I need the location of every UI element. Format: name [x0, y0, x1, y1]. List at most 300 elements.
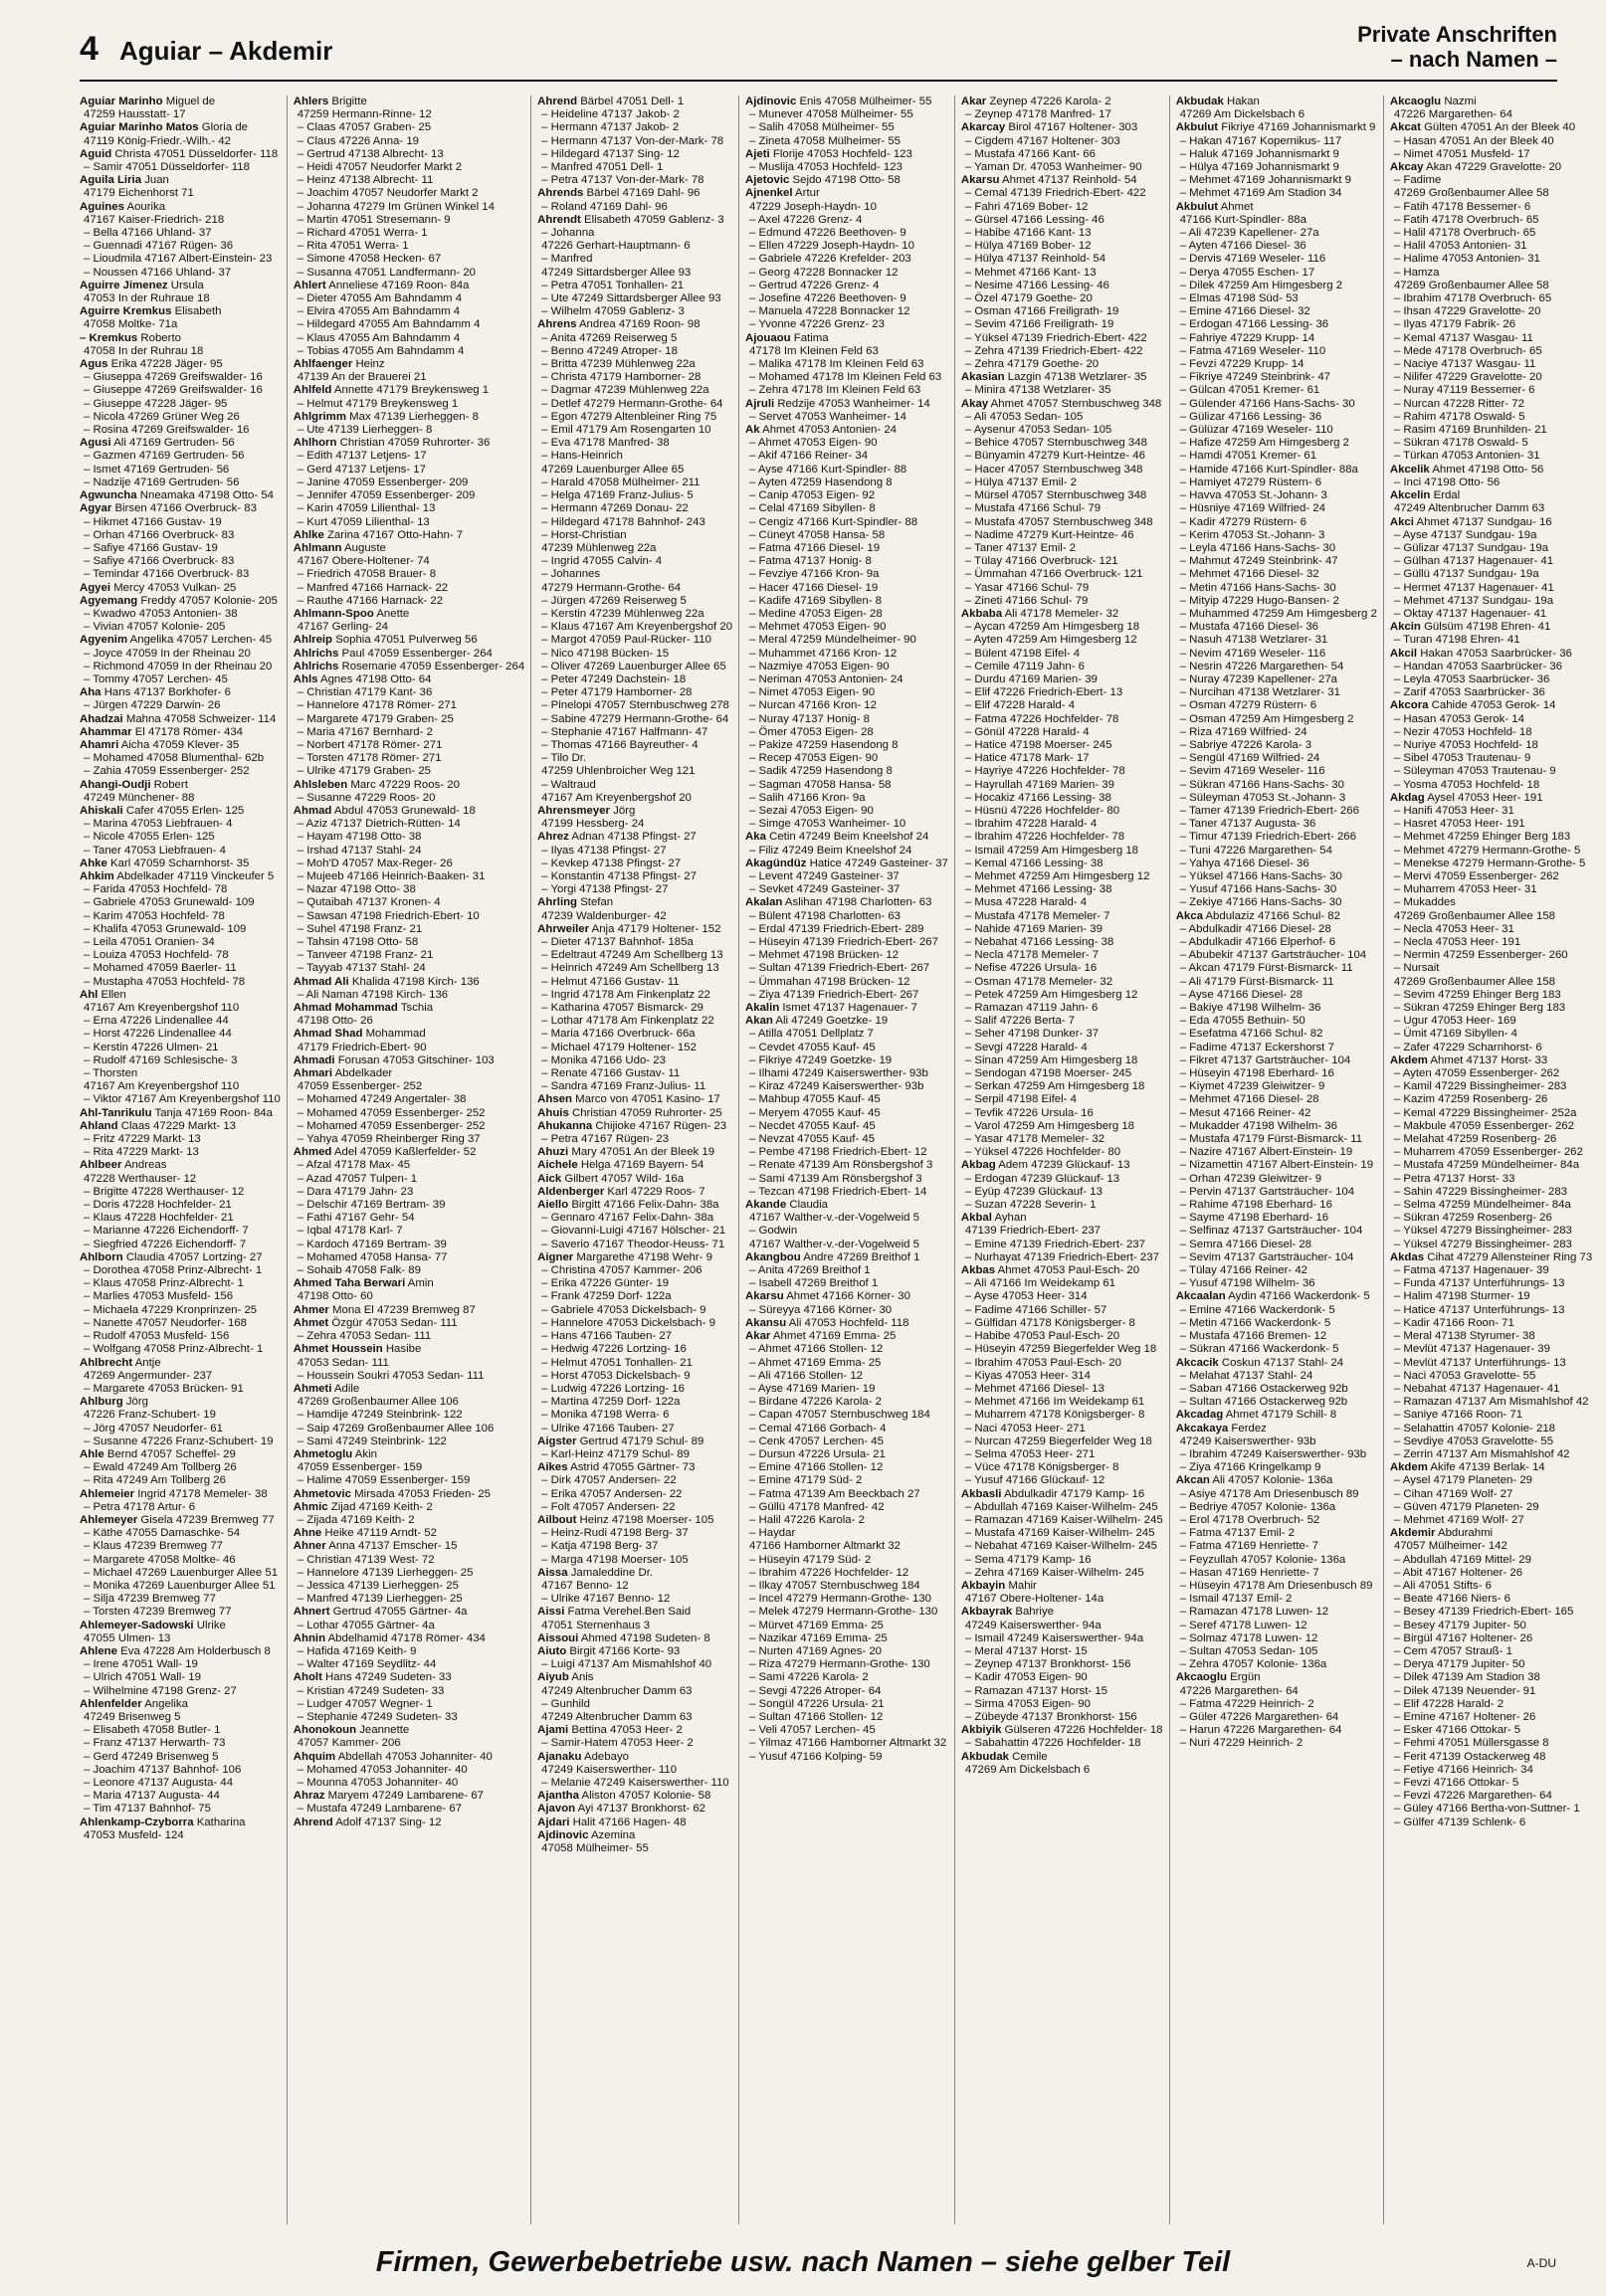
directory-entry: – Richmond 47059 In der Rheinau 20 — [84, 660, 273, 672]
directory-entry: – Makbule 47059 Essenberger- 262 — [1393, 1119, 1574, 1132]
directory-entry — [537, 1514, 732, 1527]
directory-entry: – Nurcan 47228 Ritter- 72 — [1393, 397, 1524, 410]
entry-surname: Ajnenkel — [745, 187, 793, 200]
entry-details: Christian 47059 Ruhrorter- 36 — [336, 437, 491, 450]
directory-entry: – Jürgen 47229 Darwin- 26 — [84, 699, 221, 712]
directory-entry: – Mehmet 47279 Hermann-Grothe- 5 — [1393, 844, 1581, 857]
directory-entry: – Dagmar 47239 Mühlenweg 22a — [541, 384, 709, 397]
directory-entry — [294, 1146, 524, 1159]
directory-entry: – Sinan 47259 Am Himgesberg 18 — [964, 1053, 1138, 1066]
directory-entry: – Mustafa 47166 Bremen- 12 — [1179, 1330, 1327, 1343]
directory-entry — [537, 187, 732, 200]
entry-details: Elisabeth — [171, 305, 222, 318]
directory-entry: – Leyla 47053 Saarbrücker- 36 — [1393, 672, 1550, 685]
directory-entry: – Khalifa 47053 Grunewald- 109 — [84, 922, 247, 935]
directory-entry: – Ümit 47169 Sibyllen- 4 — [1393, 1028, 1517, 1041]
directory-entry: – Derya 47179 Jupiter- 50 — [1393, 1658, 1525, 1671]
directory-entry: – Kiraz 47249 Kaiserswerther- 93b — [749, 1080, 924, 1093]
directory-entry: – Sadik 47259 Hasendong 8 — [749, 765, 893, 778]
entry-details: Adebayo — [581, 1750, 629, 1763]
directory-entry: – Rita 47229 Markt- 13 — [84, 1146, 199, 1159]
directory-entry: – Veli 47057 Lerchen- 45 — [749, 1724, 876, 1737]
directory-entry: – Marlies 47053 Musfeld- 156 — [84, 1290, 234, 1303]
directory-entry — [80, 582, 281, 595]
directory-entry: – Süleyman 47053 St.-Johann- 3 — [1179, 791, 1346, 804]
directory-entry: – Nurcan 47166 Kron- 12 — [749, 699, 877, 712]
entry-surname: Ahmic — [293, 1500, 328, 1513]
directory-entry: – Hayriye 47226 Hochfelder- 78 — [964, 765, 1125, 778]
directory-entry: 47249 Sittardsberger Allee 93 — [541, 266, 692, 279]
entry-details: Cetin 47249 Beim Kneelshof 24 — [765, 831, 929, 844]
directory-entry: – Gülizar 47137 Sundgau- 19a — [1393, 541, 1549, 554]
entry-surname: Ahuzi — [537, 1146, 569, 1159]
directory-entry: – Rahime 47198 Eberhard- 16 — [1179, 1199, 1332, 1212]
directory-entry: – Ute 47139 Lierheggen- 8 — [297, 424, 433, 437]
directory-entry: – Waltraud — [541, 778, 596, 791]
directory-entry — [294, 1488, 524, 1501]
directory-entry — [745, 1015, 948, 1028]
directory-entry: – Melahat 47137 Stahl- 24 — [1179, 1369, 1313, 1382]
directory-entry: – Georg 47228 Bonnacker 12 — [749, 266, 899, 279]
entry-surname: Ahmeti — [293, 1382, 332, 1395]
directory-entry: 47249 Altenbrucher Damm 63 — [541, 1710, 693, 1723]
entry-surname: Ahrendt — [537, 213, 581, 226]
entry-details: Stefan — [577, 896, 614, 909]
entry-details: Hakan — [1223, 96, 1260, 107]
directory-entry: – Sükran 47259 Rosenberg- 26 — [1393, 1212, 1552, 1225]
entry-details: Abdulkadir 47179 Kamp- 16 — [1001, 1487, 1145, 1500]
directory-entry: – Saniye 47166 Roon- 71 — [1393, 1409, 1523, 1422]
directory-entry — [294, 1067, 524, 1080]
directory-entry: – Necla 47178 Memeler- 7 — [964, 949, 1100, 962]
directory-entry: – Sevim 47169 Weseler- 116 — [1179, 765, 1325, 778]
directory-entry — [80, 1645, 281, 1658]
directory-entry: – Moh'D 47057 Max-Reger- 26 — [297, 857, 453, 869]
directory-entry: – Canip 47053 Eigen- 92 — [749, 489, 876, 502]
entry-details: Akife 47139 Berlak- 14 — [1427, 1461, 1545, 1474]
directory-entry: – Noussen 47166 Uhland- 37 — [84, 266, 232, 279]
directory-entry: – Servet 47053 Wanheimer- 14 — [749, 410, 906, 423]
directory-entry: – Gülfidan 47178 Königsberger- 8 — [964, 1316, 1135, 1329]
directory-entry — [1176, 96, 1377, 108]
entry-surname: Akarsu — [745, 1290, 784, 1303]
entry-details: Amin — [405, 1277, 434, 1290]
directory-entry — [537, 1829, 732, 1842]
directory-entry — [537, 923, 732, 936]
entry-details: Ahmet 47137 Sundgau- 16 — [1413, 515, 1552, 528]
directory-entry: 47198 Otto- 60 — [297, 1290, 373, 1303]
directory-entry — [1390, 516, 1592, 529]
directory-entry — [537, 1724, 732, 1737]
directory-entry: – Petra 47167 Rügen- 23 — [541, 1133, 670, 1146]
directory-entry: – Ismet 47169 Gertruden- 56 — [84, 463, 230, 476]
entry-surname: Aiuto — [537, 1644, 567, 1657]
page-code: A-DU — [1526, 2256, 1556, 2270]
directory-entry: – Fatma 47169 Henriette- 7 — [1179, 1540, 1318, 1553]
directory-entry: – Elif 47226 Friedrich-Ebert- 13 — [964, 686, 1123, 699]
entry-details: Cahide 47053 Gerok- 14 — [1428, 699, 1556, 712]
entry-surname: Ajami — [537, 1724, 569, 1737]
directory-entry — [294, 1790, 524, 1803]
directory-entry: – Hüseyin 47139 Friedrich-Ebert- 267 — [749, 936, 938, 948]
directory-entry — [80, 502, 281, 515]
directory-entry — [294, 280, 524, 292]
directory-entry: – Luigi 47137 Am Mismahlshof 40 — [541, 1658, 712, 1671]
directory-entry: – Mehmet 47169 Johannismarkt 9 — [1179, 174, 1351, 187]
entry-details: Birol 47167 Holtener- 303 — [1005, 121, 1138, 134]
directory-entry: – Birgül 47167 Holtener- 26 — [1393, 1631, 1533, 1644]
directory-entry: – Esefatma 47166 Schul- 82 — [1179, 1028, 1323, 1041]
directory-entry: – Ingrid 47178 Am Finkenplatz 22 — [541, 988, 710, 1001]
directory-column — [80, 96, 287, 2224]
directory-entry — [294, 1540, 524, 1553]
entry-surname: Ahl — [80, 988, 99, 1001]
entry-details: Ali 47053 Hochfeld- 118 — [786, 1316, 909, 1329]
entry-details: Ismet 47137 Hagenauer- 7 — [779, 1002, 917, 1015]
entry-surname: Aissa — [537, 1566, 568, 1579]
directory-entry: – Taner 47053 Liebfrauen- 4 — [84, 844, 226, 857]
entry-surname: Akcakaya — [1175, 1422, 1229, 1435]
directory-entry: – Hatice 47137 Unterführungs- 13 — [1393, 1303, 1565, 1316]
entry-surname: Akay — [960, 397, 989, 410]
directory-entry: – Martin 47051 Stresemann- 9 — [297, 213, 451, 226]
directory-entry: – Sükran 47259 Ehinger Berg 183 — [1393, 1002, 1566, 1015]
directory-entry: – Naci 47053 Heer- 271 — [964, 1422, 1086, 1435]
directory-entry: – Fatma 47139 Am Beeckbach 27 — [749, 1487, 920, 1500]
directory-entry: – Süreyya 47166 Körner- 30 — [749, 1303, 893, 1316]
directory-entry: – Hafize 47259 Am Himgesberg 2 — [1179, 437, 1350, 450]
directory-entry: 47249 Brisenweg 5 — [84, 1710, 181, 1723]
directory-entry: – Feyzullah 47057 Kolonie- 136a — [1179, 1553, 1346, 1566]
directory-entry — [745, 1290, 948, 1303]
directory-entry: – Afzal 47178 Max- 45 — [297, 1159, 411, 1172]
directory-entry: – Tommy 47057 Lerchen- 45 — [84, 672, 228, 685]
directory-entry: – Gennaro 47167 Felix-Dahn- 38a — [541, 1212, 714, 1225]
directory-entry: – Halime 47059 Essenberger- 159 — [297, 1474, 471, 1487]
directory-entry: – Peter 47249 Dachstein- 18 — [541, 672, 687, 685]
directory-entry: – Klaus 47228 Hochfelder- 21 — [84, 1212, 234, 1225]
directory-entry — [80, 686, 281, 699]
directory-entry: – Marga 47198 Moerser- 105 — [541, 1553, 689, 1566]
entry-surname: Ahammar — [80, 725, 132, 738]
directory-entry: 47259 Hermann-Rinne- 12 — [297, 108, 432, 121]
entry-details: Antje — [132, 1356, 161, 1369]
directory-entry: – Manfred — [541, 253, 593, 266]
entry-surname: Akcaoglu — [1175, 1671, 1227, 1684]
entry-details: Forusan 47053 Gitschiner- 103 — [334, 1053, 495, 1066]
directory-entry: – Saip 47269 Großenbaumer Allee 106 — [297, 1422, 495, 1435]
entry-surname: Ahkim — [80, 869, 114, 882]
directory-entry: – Klaus 47058 Prinz-Albrecht- 1 — [84, 1277, 244, 1290]
entry-surname: Ajeti — [745, 147, 770, 160]
directory-entry: – Ramazan 47137 Horst- 15 — [964, 1684, 1107, 1697]
directory-entry: – Nahide 47169 Marien- 39 — [964, 922, 1103, 935]
directory-entry — [294, 1724, 524, 1737]
directory-entry: – Nuray 47239 Kapellener- 27a — [1179, 672, 1337, 685]
directory-entry: – Yüksel 47226 Hochfelder- 80 — [964, 1146, 1121, 1159]
directory-entry: 47051 Sternenhaus 3 — [541, 1619, 651, 1631]
directory-column — [738, 96, 954, 2224]
directory-entry — [961, 1724, 1163, 1737]
entry-surname: Ahlsleben — [293, 778, 348, 791]
directory-entry: – Ulrike 47166 Tauben- 27 — [541, 1422, 675, 1435]
directory-entry: – Erika 47057 Andersen- 22 — [541, 1487, 683, 1500]
directory-entry: – Nurhayat 47139 Friedrich-Ebert- 237 — [964, 1250, 1159, 1263]
directory-entry: – Salih 47058 Mülheimer- 55 — [749, 121, 895, 134]
directory-entry: – Rauthe 47166 Harnack- 22 — [297, 594, 444, 607]
directory-entry: – Johanna 47279 Im Grünen Winkel 14 — [297, 200, 495, 213]
directory-entry: – Margarete 47053 Brücken- 91 — [84, 1382, 244, 1395]
directory-entry — [537, 896, 732, 909]
directory-entry: – Nurcan 47259 Biegerfelder Weg 18 — [964, 1435, 1152, 1447]
directory-entry: – Tobias 47055 Am Bahndamm 4 — [297, 344, 465, 357]
directory-entry: – Christina 47057 Kammer- 206 — [541, 1264, 703, 1277]
entry-details: Halit 47166 Hagen- 48 — [569, 1816, 687, 1828]
directory-entry: – Ulrike 47167 Benno- 12 — [541, 1593, 671, 1606]
entry-surname: Akar — [960, 96, 987, 107]
directory-entry — [294, 1002, 524, 1015]
directory-entry: – Guennadi 47167 Rügen- 36 — [84, 240, 234, 253]
directory-entry: – Habibe 47053 Paul-Esch- 20 — [964, 1330, 1120, 1343]
directory-entry: – Sezai 47053 Eigen- 90 — [749, 804, 874, 817]
directory-entry: 47166 Hamborner Altmarkt 32 — [749, 1540, 901, 1553]
entry-surname: Agus — [80, 358, 108, 371]
directory-entry — [80, 1698, 281, 1711]
directory-entry: – Gerd 47249 Brisenweg 5 — [84, 1750, 219, 1763]
directory-entry: – Nico 47198 Bücken- 15 — [541, 647, 670, 660]
directory-entry: – Karin 47059 Lilienthal- 13 — [297, 502, 436, 515]
directory-entry: 47269 Großenbaumer Allee 58 — [1393, 279, 1549, 291]
directory-entry: – Renate 47139 Am Rönsbergshof 3 — [749, 1159, 933, 1172]
directory-entry: – Ilyas 47138 Pfingst- 27 — [541, 844, 667, 857]
entry-surname: Aick — [537, 1172, 562, 1185]
directory-entry: 47249 Kaiserswerther- 110 — [541, 1763, 678, 1776]
directory-entry: – Ayten 47059 Essenberger- 262 — [1393, 1067, 1560, 1080]
directory-entry: – Kardoch 47169 Bertram- 39 — [297, 1238, 447, 1250]
directory-entry: – Kemal 47229 Bissingheimer- 252a — [1393, 1106, 1577, 1119]
entry-surname: Ahmadi — [293, 1053, 335, 1066]
entry-surname: Aissoui — [537, 1631, 579, 1644]
directory-entry: – Necdet 47055 Kauf- 45 — [749, 1119, 876, 1132]
entry-surname: Ahmad — [293, 804, 332, 817]
entry-details: Aydin 47166 Wackerdonk- 5 — [1225, 1290, 1370, 1303]
directory-entry: – Celal 47169 Sibyllen- 8 — [749, 502, 876, 515]
entry-details: Birgitt 47166 Felix-Dahn- 38a — [568, 1199, 719, 1212]
directory-entry: – Leonore 47137 Augusta- 44 — [84, 1777, 234, 1789]
directory-entry: – Petra 47178 Artur- 6 — [84, 1500, 196, 1513]
entry-details: Anette — [373, 607, 410, 620]
directory-entry: – Eva 47178 Manfred- 38 — [541, 437, 670, 450]
directory-entry — [961, 96, 1163, 108]
directory-entry: – Leila 47051 Oranien- 34 — [84, 936, 215, 948]
directory-entry: – Jessica 47139 Lierheggen- 25 — [297, 1579, 459, 1592]
directory-entry — [294, 779, 524, 792]
directory-entry: – Gertrud 47138 Albrecht- 13 — [297, 147, 444, 160]
directory-entry: – Osman 47279 Rüstern- 6 — [1179, 699, 1317, 712]
directory-entry: – Varol 47259 Am Himgesberg 18 — [964, 1119, 1135, 1132]
directory-entry: – Gabriele 47053 Grunewald- 109 — [84, 896, 255, 909]
directory-entry: – Ramazan 47169 Kaiser-Wilhelm- 245 — [964, 1513, 1163, 1526]
directory-entry: – Fevzi 47229 Krupp- 14 — [1179, 358, 1305, 371]
directory-entry: – Nimet 47053 Eigen- 90 — [749, 686, 876, 699]
directory-entry — [961, 1606, 1163, 1619]
directory-entry: – Monika 47166 Udo- 23 — [541, 1053, 666, 1066]
entry-details: Bärbel 47169 Dahl- 96 — [583, 187, 701, 200]
directory-entry: 47269 Lauenburger Allee 65 — [541, 463, 685, 476]
directory-entry: – Cengiz 47166 Kurt-Spindler- 88 — [749, 515, 918, 528]
entry-details: Bahriye — [1012, 1606, 1054, 1619]
directory-entry — [80, 201, 281, 214]
entry-details: Hasibe — [382, 1343, 422, 1356]
directory-entry: – Yüksel 47279 Bissingheimer- 283 — [1393, 1238, 1572, 1250]
directory-entry: – Ismail 47249 Kaiserswerther- 94a — [964, 1631, 1144, 1644]
directory-entry: – Petra 47137 Von-der-Mark- 78 — [541, 174, 704, 187]
directory-entry: – Abit 47167 Holtener- 26 — [1393, 1566, 1523, 1579]
directory-entry: – Johannes — [541, 568, 601, 581]
directory-entry: – Giuseppa 47269 Greifswalder- 16 — [84, 371, 263, 384]
directory-entry: – Mevlüt 47137 Hagenauer- 39 — [1393, 1343, 1550, 1356]
directory-entry: – Hamdi 47051 Kremer- 61 — [1179, 450, 1317, 463]
directory-entry: – Mustafa 47057 Sternbuschweg 348 — [964, 515, 1153, 528]
entry-surname: Ajruli — [745, 397, 775, 410]
entry-surname: Ahlenkamp-Czyborra — [80, 1816, 194, 1828]
directory-entry: – Tezcan 47198 Friedrich-Ebert- 14 — [749, 1185, 927, 1198]
directory-entry — [745, 1251, 948, 1264]
entry-surname: Akbudak — [960, 1750, 1009, 1763]
directory-entry: – Sami 47226 Karola- 2 — [749, 1671, 869, 1684]
directory-entry: – Menekse 47279 Hermann-Grothe- 5 — [1393, 857, 1586, 869]
directory-entry: – Songül 47226 Ursula- 21 — [749, 1697, 885, 1710]
directory-entry: – Ramazan 47178 Luwen- 12 — [1179, 1606, 1329, 1619]
directory-entry: – Sayme 47198 Eberhard- 16 — [1179, 1212, 1329, 1225]
entry-details: Fikriye 47169 Johannismarkt 9 — [1218, 121, 1376, 134]
directory-entry: – Katja 47198 Berg- 37 — [541, 1540, 659, 1553]
entry-surname: Akdemir — [1389, 1527, 1436, 1540]
entry-surname: Akbag — [960, 1159, 996, 1172]
directory-entry: 47259 Uhlenbroicher Weg 121 — [541, 765, 696, 778]
directory-entry: – Hermann 47137 Jakob- 2 — [541, 121, 680, 134]
entry-details: Erdal — [1430, 489, 1461, 502]
directory-entry: – Muslija 47053 Hochfeld- 123 — [749, 161, 903, 174]
directory-entry — [1176, 1474, 1377, 1487]
directory-entry: – Nazikar 47169 Emma- 25 — [749, 1631, 888, 1644]
directory-entry: – Zübeyde 47137 Bronkhorst- 156 — [964, 1710, 1137, 1723]
directory-entry: – Ayten 47166 Diesel- 36 — [1179, 240, 1306, 253]
directory-entry: – Heinz-Rudi 47198 Berg- 37 — [541, 1527, 689, 1540]
entry-details: Birsen 47166 Overbruck- 83 — [111, 502, 257, 515]
directory-entry: 47139 An der Brauerei 21 — [297, 371, 427, 384]
directory-entry — [294, 411, 524, 424]
directory-entry: – Eda 47055 Bethuin- 50 — [1179, 1015, 1305, 1028]
entry-details: Azemina — [588, 1828, 636, 1841]
directory-entry: – Hannelore 47139 Lierheggen- 25 — [297, 1566, 474, 1579]
directory-entry: – Dilek 47139 Am Stadion 38 — [1393, 1671, 1540, 1684]
directory-entry: – Detlef 47279 Hermann-Grothe- 64 — [541, 397, 723, 410]
directory-entry: – Nursait — [1393, 962, 1440, 975]
entry-details: Ayhan — [991, 1212, 1027, 1225]
entry-details: Lazgin 47138 Wetzlarer- 35 — [1004, 371, 1147, 384]
entry-details: El 47178 Römer- 434 — [131, 725, 243, 738]
directory-entry: – Yüksel 47279 Bissingheimer- 283 — [1393, 1225, 1572, 1238]
directory-entry — [294, 1632, 524, 1645]
entry-details: Ahmet 47137 Reinhold- 54 — [999, 174, 1137, 187]
directory-entry: – Susanna 47051 Landfermann- 20 — [297, 266, 477, 279]
entry-surname: Aguirre Jimenez — [80, 279, 168, 291]
directory-entry: – Delschir 47169 Bertram- 39 — [297, 1199, 446, 1212]
directory-entry: – Horst 47053 Dickelsbach- 9 — [541, 1369, 691, 1382]
directory-entry: – Ugur 47053 Heer- 169 — [1393, 1015, 1516, 1028]
entry-details: Max 47139 Lierheggen- 8 — [345, 410, 479, 423]
directory-entry: – Sabahattin 47226 Hochfelder- 18 — [964, 1737, 1141, 1750]
entry-details: Freddy 47057 Kolonie- 205 — [137, 594, 278, 607]
entry-surname: Aigster — [537, 1435, 577, 1447]
directory-entry: – Ramazan 47137 Am Mismahlshof 42 — [1393, 1396, 1589, 1409]
directory-entry: – Hildegard 47055 Am Bahndamm 4 — [297, 318, 481, 331]
directory-column — [530, 96, 738, 2224]
entry-details: Juan — [141, 174, 169, 187]
entry-details: Aysel 47053 Heer- 191 — [1424, 791, 1543, 804]
entry-surname: Ahl-Tanrikulu — [80, 1106, 152, 1119]
directory-entry: 47226 Franz-Schubert- 19 — [84, 1409, 216, 1422]
directory-entry: – Janine 47059 Essenberger- 209 — [297, 476, 469, 488]
directory-entry: – Sevdiye 47053 Gravelotte- 55 — [1393, 1435, 1554, 1447]
entry-surname: Ahmed — [293, 1146, 332, 1159]
directory-entry: – Petra 47137 Horst- 33 — [1393, 1172, 1515, 1185]
directory-entry: – Sevim 47166 Freiligrath- 19 — [964, 318, 1114, 331]
directory-entry: – Gertrud 47226 Grenz- 4 — [749, 279, 880, 291]
entry-surname: Agusi — [80, 437, 111, 450]
directory-entry — [80, 989, 281, 1002]
directory-entry: – Walter 47169 Seydlitz- 44 — [297, 1658, 437, 1671]
directory-entry: – Besey 47139 Friedrich-Ebert- 165 — [1393, 1606, 1574, 1619]
entry-surname: Ahlemeyer — [80, 1513, 138, 1526]
directory-entry: – Zehra 47178 Im Kleinen Feld 63 — [749, 384, 921, 397]
directory-entry: – Nazmiye 47053 Eigen- 90 — [749, 660, 890, 672]
entry-surname: Ahlrichs — [293, 647, 339, 660]
entry-details: Adnan 47138 Pfingst- 27 — [568, 831, 697, 844]
directory-entry — [80, 1620, 281, 1632]
directory-entry: – Simge 47053 Wanheimer- 10 — [749, 818, 906, 831]
directory-entry: – Sagman 47058 Hansa- 58 — [749, 778, 892, 791]
directory-entry: – Mehmet 47166 Lessing- 38 — [964, 883, 1112, 896]
directory-entry: – Kurt 47059 Lilienthal- 13 — [297, 515, 430, 528]
directory-entry: – Hülya 47169 Johannismarkt 9 — [1179, 161, 1339, 174]
entry-details: Andrea 47169 Roon- 98 — [576, 318, 701, 331]
directory-entry: – Sema 47179 Kamp- 16 — [964, 1553, 1092, 1566]
directory-entry: 47179 Eichenhorst 71 — [84, 187, 194, 200]
entry-surname: Agwuncha — [80, 489, 137, 502]
entry-details: Heinz 47198 Moerser- 105 — [576, 1513, 714, 1526]
directory-entry: – Nicola 47269 Grüner Weg 26 — [84, 410, 240, 423]
directory-entry: – Hikmet 47166 Gustav- 19 — [84, 515, 222, 528]
entry-details: Roberto — [137, 331, 181, 344]
directory-entry: – Safiye 47166 Overbruck- 83 — [84, 555, 235, 568]
directory-entry: – Tamer 47139 Friedrich-Ebert- 266 — [1179, 804, 1359, 817]
entry-details: Ali 47178 Memeler- 32 — [1002, 607, 1119, 620]
directory-entry — [80, 358, 281, 371]
entry-surname: Ahukanna — [537, 1119, 593, 1132]
directory-entry — [294, 648, 524, 661]
directory-entry: – Iqbal 47178 Karl- 7 — [297, 1225, 403, 1238]
directory-entry: – Yaman Dr. 47053 Wanheimer- 90 — [964, 161, 1142, 174]
directory-entry: – Nermin 47259 Essenberger- 260 — [1393, 949, 1568, 962]
directory-entry: – Mehmet 47169 Am Stadion 34 — [1179, 187, 1342, 200]
directory-entry — [80, 1396, 281, 1409]
entry-details: Ferdez — [1228, 1422, 1267, 1435]
directory-entry: – Akcan 47179 Fürst-Bismarck- 11 — [1179, 962, 1353, 975]
entry-surname: Ahquim — [293, 1750, 336, 1763]
directory-entry: – Mityip 47229 Hugo-Bansen- 2 — [1179, 594, 1339, 607]
